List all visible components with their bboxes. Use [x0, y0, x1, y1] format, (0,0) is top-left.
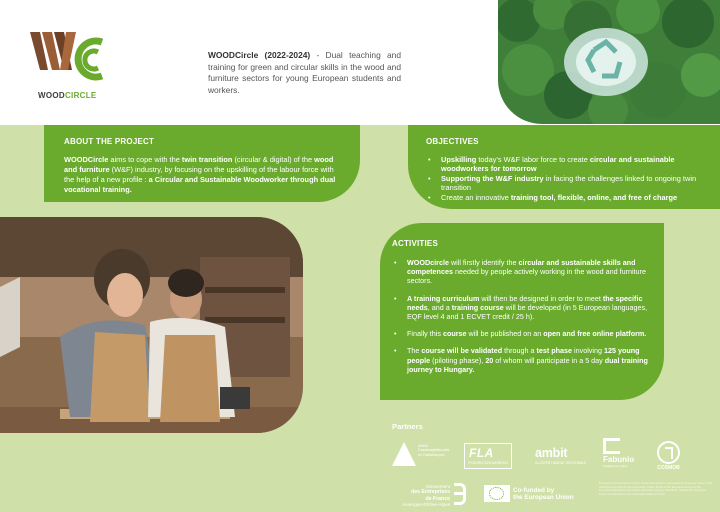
activities-panel	[380, 223, 664, 400]
intro-text: WOODCircle (2022-2024) - Dual teaching and training for green and circular skills in the wood and furniture sectors for young European students and workers.	[208, 50, 401, 95]
cofunded-label: Co-funded by the European Union	[513, 487, 574, 502]
logo-wordmark: WOODCIRCLE	[38, 91, 97, 100]
list-item: • WOODcircle will firstly identify the circular and sustainable skills and competences needed by people actively working in the wood and furniture sectors.	[392, 258, 654, 286]
partner-logo-cosmob: COSMOB	[657, 441, 680, 471]
woodworkers-photo	[0, 217, 303, 433]
activities-list	[392, 258, 654, 382]
list-item: • The course will be validated through a test phase involving 125 young people (piloting phase), 20 of whom will participate in a 5 day dual training journey to Hungary.	[392, 346, 654, 374]
activities-title: ACTIVITIES	[392, 239, 439, 248]
objectives-panel	[408, 125, 720, 209]
about-text: WOODCircle aims to cope with the twin transition (circular & digital) of the wood and furniture (W&F) industry, by focusing on the upskilling of the labour force with the help of a new profile : a Circular and Sustainable Woodworker through dual vocational training.	[64, 155, 336, 194]
triangle-icon	[392, 442, 416, 466]
about-title: ABOUT THE PROJECT	[64, 137, 155, 146]
objectives-title: OBJECTIVES	[426, 137, 479, 146]
fabunio-mark-icon	[603, 438, 620, 454]
about-panel	[44, 125, 360, 202]
list-item: • A training curriculum will then be designed in order to meet the specific needs, and a training course will be developed (in 5 European languages, EQF level 4 and 1 ECVET credit / 25 h).	[392, 294, 654, 322]
objectives-list	[426, 155, 712, 202]
partner-logo-lead: Alföldi Gazdaságfejlesztési és Tudásközpont	[392, 440, 442, 472]
cosmob-mark-icon	[657, 441, 680, 464]
list-item: • Upskilling today's W&F labor force to create circular and sustainable woodworkers for tomorrow	[426, 155, 712, 174]
medef-e-icon	[452, 483, 470, 505]
partner-logo-fla: FLA FEDERLEGNOARREDO	[464, 443, 512, 469]
eu-flag-icon	[484, 485, 510, 502]
forest-recycle-image	[498, 0, 720, 124]
list-item: • Supporting the W&F industry in facing the challenges linked to ongoing twin transition	[426, 174, 712, 193]
partner-logo-fabunio: Fabunio Inteligentne meble	[603, 438, 634, 468]
partner-logo-ambit: ambit CLÚSTER HÀBITAT SOSTENIBLE	[535, 446, 587, 465]
partners-title: Partners	[392, 422, 423, 431]
list-item: • Create an innovative training tool, flexible, online, and free of charge	[426, 193, 712, 202]
list-item: • Finally this course will be published on an open and free online platform.	[392, 329, 654, 338]
funding-disclaimer: Funded by the European Union. Views and opinions expressed are however those of the author(s) only and do not necessarily reflect those of the European Union or the European Education and Culture Executive Agency (EACEA). Neither the European Union nor EACEA can be held responsible for them.	[599, 481, 713, 496]
header	[0, 0, 720, 125]
partner-logo-medef: Mouvement des Entreprises de France Auvergne-Rhône-Alpes	[402, 484, 450, 508]
